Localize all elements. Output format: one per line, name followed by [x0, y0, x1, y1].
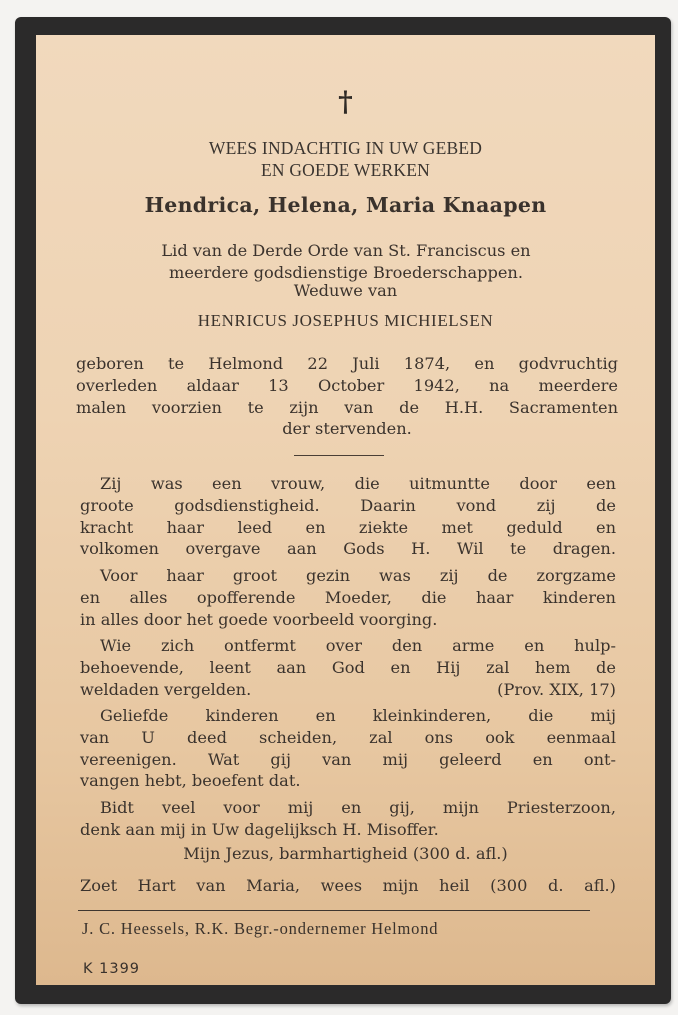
- text-line: weldaden vergelden.: [80, 679, 252, 699]
- text-line: vangen hebt, beoefent dat.: [80, 771, 301, 791]
- prayer-maria: Zoet Hart van Maria, wees mijn heil (300 d. afl.): [80, 876, 616, 895]
- membership: [76, 240, 616, 284]
- text-line: denk aan mij in Uw dagelijksch H. Misoffer.: [80, 819, 439, 839]
- undertaker-credit: J. C. Heessels, R.K. Begr.-ondernemer Helmond: [82, 919, 439, 938]
- text-line: Voor haar groot gezin was zij de zorgzame: [100, 566, 616, 585]
- motto: [36, 137, 655, 181]
- text-line: van U deed scheiden, zal ons ook eenmaal: [80, 727, 616, 747]
- text-line: Wie zich ontfermt over den arme en hulp-: [100, 636, 616, 655]
- paragraph-mother: [80, 565, 616, 630]
- proverb-last-line: [80, 679, 616, 701]
- spouse-name: HENRICUS JOSEPHUS MICHIELSEN: [197, 311, 494, 330]
- dates-line-1: geboren te Helmond 22 Juli 1874, en godvruchtig: [76, 354, 618, 373]
- paragraph-character: [80, 473, 616, 560]
- text-line: in alles door het goede voorbeeld voorging.: [80, 609, 438, 629]
- motto-line-2: EN GOEDE WERKEN: [261, 160, 430, 180]
- deceased-name: Hendrica, Helena, Maria Knaapen: [144, 193, 547, 217]
- card-paper: [36, 35, 655, 985]
- text-line: en alles opofferende Moeder, die haar kinderen: [80, 587, 616, 607]
- membership-line-1: Lid van de Derde Orde van St. Franciscus en: [161, 241, 531, 260]
- text-line: vereenigen. Wat gij van mij geleerd en ont-: [80, 749, 616, 769]
- dates-line-2: overleden aldaar 13 October 1942, na meerdere: [76, 375, 618, 395]
- text-line: groote godsdienstigheid. Daarin vond zij de: [80, 495, 616, 515]
- birth-death-dates: [76, 353, 618, 440]
- memorial-card: [15, 17, 671, 1004]
- paragraph-priest-son: [80, 797, 616, 841]
- text-line: Bidt veel voor mij en gij, mijn Priesterzoon,: [100, 798, 616, 817]
- prayer-jesus: Mijn Jezus, barmhartigheid (300 d. afl.): [183, 844, 508, 863]
- text-line: volkomen overgave aan Gods H. Wil te dragen.: [80, 539, 616, 559]
- paragraph-proverb: [80, 635, 616, 700]
- print-code: K 1399: [83, 961, 141, 977]
- text-line: Geliefde kinderen en kleinkinderen, die mij: [100, 706, 616, 725]
- text-line: behoevende, leent aan God en Hij zal hem de: [80, 657, 616, 677]
- dates-line-4: der stervenden.: [282, 419, 412, 439]
- paragraph-children: [80, 705, 616, 792]
- widow-label: Weduwe van: [293, 281, 398, 300]
- text-line: Zij was een vrouw, die uitmuntte door een: [100, 474, 616, 493]
- divider-long: [78, 910, 590, 911]
- motto-line-1: WEES INDACHTIG IN UW GEBED: [208, 138, 483, 158]
- dates-line-3: malen voorzien te zijn van de H.H. Sacramenten: [76, 397, 618, 417]
- text-line: kracht haar leed en ziekte met geduld en: [80, 517, 616, 537]
- membership-line-2: meerdere godsdienstige Broederschappen.: [168, 262, 523, 282]
- cross-icon: †: [338, 85, 353, 118]
- proverb-citation: (Prov. XIX, 17): [497, 679, 616, 699]
- divider-short: [294, 455, 384, 456]
